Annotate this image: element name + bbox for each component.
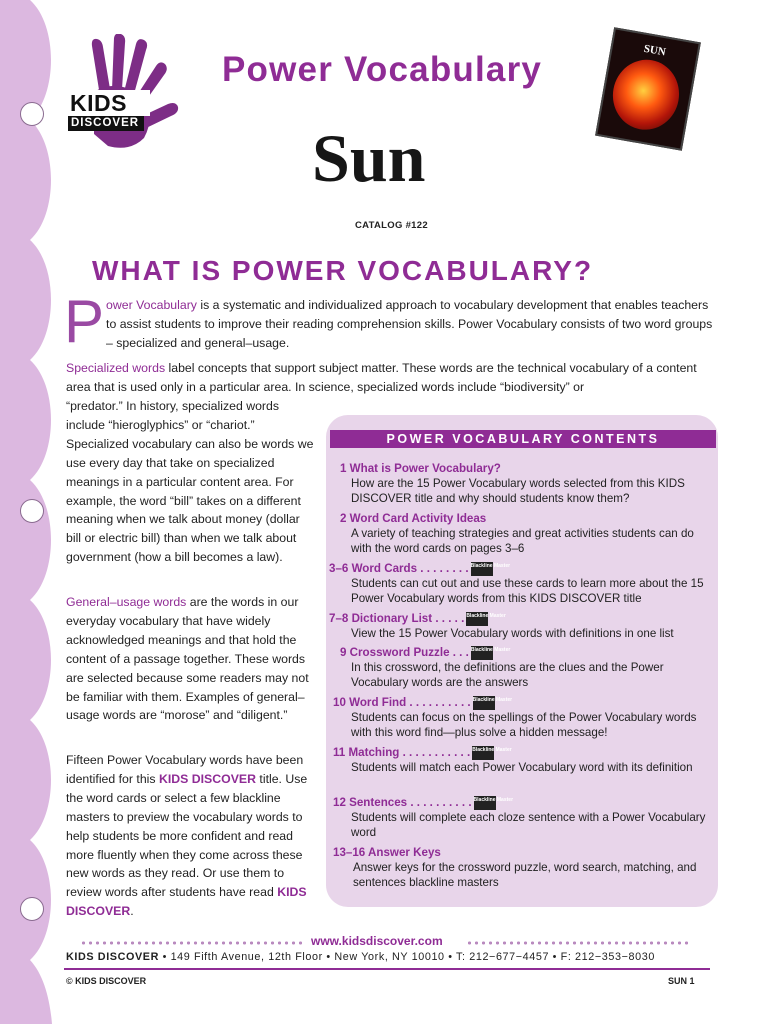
specialized-paragraph-top [66,359,718,397]
general-usage-paragraph [66,593,318,725]
contents-entry [340,461,710,506]
blackline-master-icon: Blackline Master [474,796,496,810]
general-usage-text: are the words in our everyday vocabulary that have widely acknowledged meanings and that hold the content of a passage together. These words are selected because some readers may not be familiar with them. Examples of general–usage words are “morose” and “diligent.” [66,595,309,723]
blackline-master-icon: Blackline Master [471,562,493,576]
specialized-column-text: “predator.” In history, specialized words include “hieroglyphics” or “chariot.” Specialized vocabulary can also be words we use every day that take on specialized meanings in a particular content area. For example, the word “bill” takes on a different meaning when we talk about money (dollar bill or electric bill) than when we talk about government (how a bill becomes a law). [66,399,314,565]
intro-paragraph [64,288,718,355]
contents-entry [333,795,715,840]
general-usage-keyword: General–usage words [66,595,187,609]
entry-description: Students will complete each cloze sentence with a Power Vocabulary word [351,811,706,839]
dotted-divider [466,941,692,945]
binder-hole [20,897,44,921]
contents-entry [333,745,715,775]
entry-title: 12 Sentences . . . . . . . . . . [333,796,472,809]
fifteen-text-1: Fifteen Power Vocabulary words have been identified for this [66,753,304,786]
blackline-master-icon: Blackline Master [466,612,488,626]
contents-entry [333,695,715,740]
entry-title: 13–16 Answer Keys [333,846,441,859]
contents-heading: POWER VOCABULARY CONTENTS [330,430,716,448]
drop-cap: P [64,288,105,355]
footer-rule [64,968,710,970]
blackline-master-icon: Blackline Master [471,646,493,660]
entry-title: 9 Crossword Puzzle . . . [340,646,469,659]
dotted-divider [80,941,304,945]
footer-url-bar [80,934,692,950]
sun-image [607,55,684,135]
contents-entry [340,511,710,556]
topic-title: Sun [312,120,426,196]
specialized-keyword: Specialized words [66,361,166,375]
entry-description: Students will match each Power Vocabulary word with its definition [351,761,693,774]
website-link[interactable]: www.kidsdiscover.com [311,934,443,948]
binder-hole [20,499,44,523]
entry-description: Students can cut out and use these cards to learn more about the 15 Power Vocabulary words from this KIDS DISCOVER title [351,577,704,605]
fifteen-text-2: title. Use the word cards or select a few blackline masters to preview the vocabulary words to help students be more confident and read more fluently when they come across these new words as they read. Or use them to review words after students have read [66,771,308,900]
blackline-master-icon: Blackline Master [472,746,494,760]
address-text: • 149 Fifth Avenue, 12th Floor • New York, NY 10010 • T: 212−677−4457 • F: 212−353−8030 [159,951,655,963]
entry-title: 11 Matching . . . . . . . . . . . [333,746,471,759]
page-number: SUN 1 [668,976,695,986]
catalog-number: CATALOG #122 [355,220,428,231]
entry-title: 1 What is Power Vocabulary? [340,462,501,475]
contents-entry [329,561,715,606]
specialized-paragraph-column [66,397,318,567]
kids-discover-logo [64,34,188,152]
publisher-address [66,951,655,963]
fifteen-text-3: . [130,904,134,919]
entry-title: 2 Word Card Activity Ideas [340,512,487,525]
logo-kids-text: KIDS [68,90,150,116]
entry-description: Answer keys for the crossword puzzle, word search, matching, and sentences blackline masters [353,861,697,889]
brand-mention: KIDS DISCOVER [158,771,256,786]
contents-entry [340,645,715,690]
contents-entry [333,845,715,890]
intro-keyword: ower Vocabulary [106,298,197,312]
fifteen-words-paragraph [66,751,318,921]
entry-title: 7–8 Dictionary List . . . . . [329,612,465,625]
entry-description: In this crossword, the definitions are the clues and the Power Vocabulary words are the answers [351,661,664,689]
brand-mention: KIDS DISCOVER [66,885,307,919]
footer-brand: KIDS DISCOVER [66,951,159,963]
entry-description: Students can focus on the spellings of the Power Vocabulary words with this word find—plus solve a hidden message! [351,711,697,739]
intro-text: is a systematic and individualized approach to vocabulary development that enables teachers to assist students to improve their reading comprehension skills. Power Vocabulary consists of two word groups – specialized and general–usage. [106,298,713,350]
section-heading: WHAT IS POWER VOCABULARY? [92,255,594,286]
blackline-master-icon: Blackline Master [473,696,495,710]
entry-description: View the 15 Power Vocabulary words with definitions in one list [351,627,674,640]
entry-title: 10 Word Find . . . . . . . . . . [333,696,471,709]
binder-hole [20,102,44,126]
entry-title: 3–6 Word Cards . . . . . . . . [329,562,469,575]
entry-description: How are the 15 Power Vocabulary words selected from this KIDS DISCOVER title and why should students know them? [351,477,685,505]
entry-description: A variety of teaching strategies and great activities students can do with the word cards on pages 3–6 [351,527,694,555]
logo-discover-text: DISCOVER [68,116,144,131]
specialized-text: label concepts that support subject matter. These words are the technical vocabulary of a content area that is used only in a particular area. In science, specialized words include “biodiversity” or [66,361,697,394]
magazine-cover-thumbnail [595,27,701,151]
copyright: © KIDS DISCOVER [66,976,147,986]
series-title: Power Vocabulary [222,50,543,89]
contents-entry [329,611,715,641]
cover-title: SUN [642,42,667,59]
